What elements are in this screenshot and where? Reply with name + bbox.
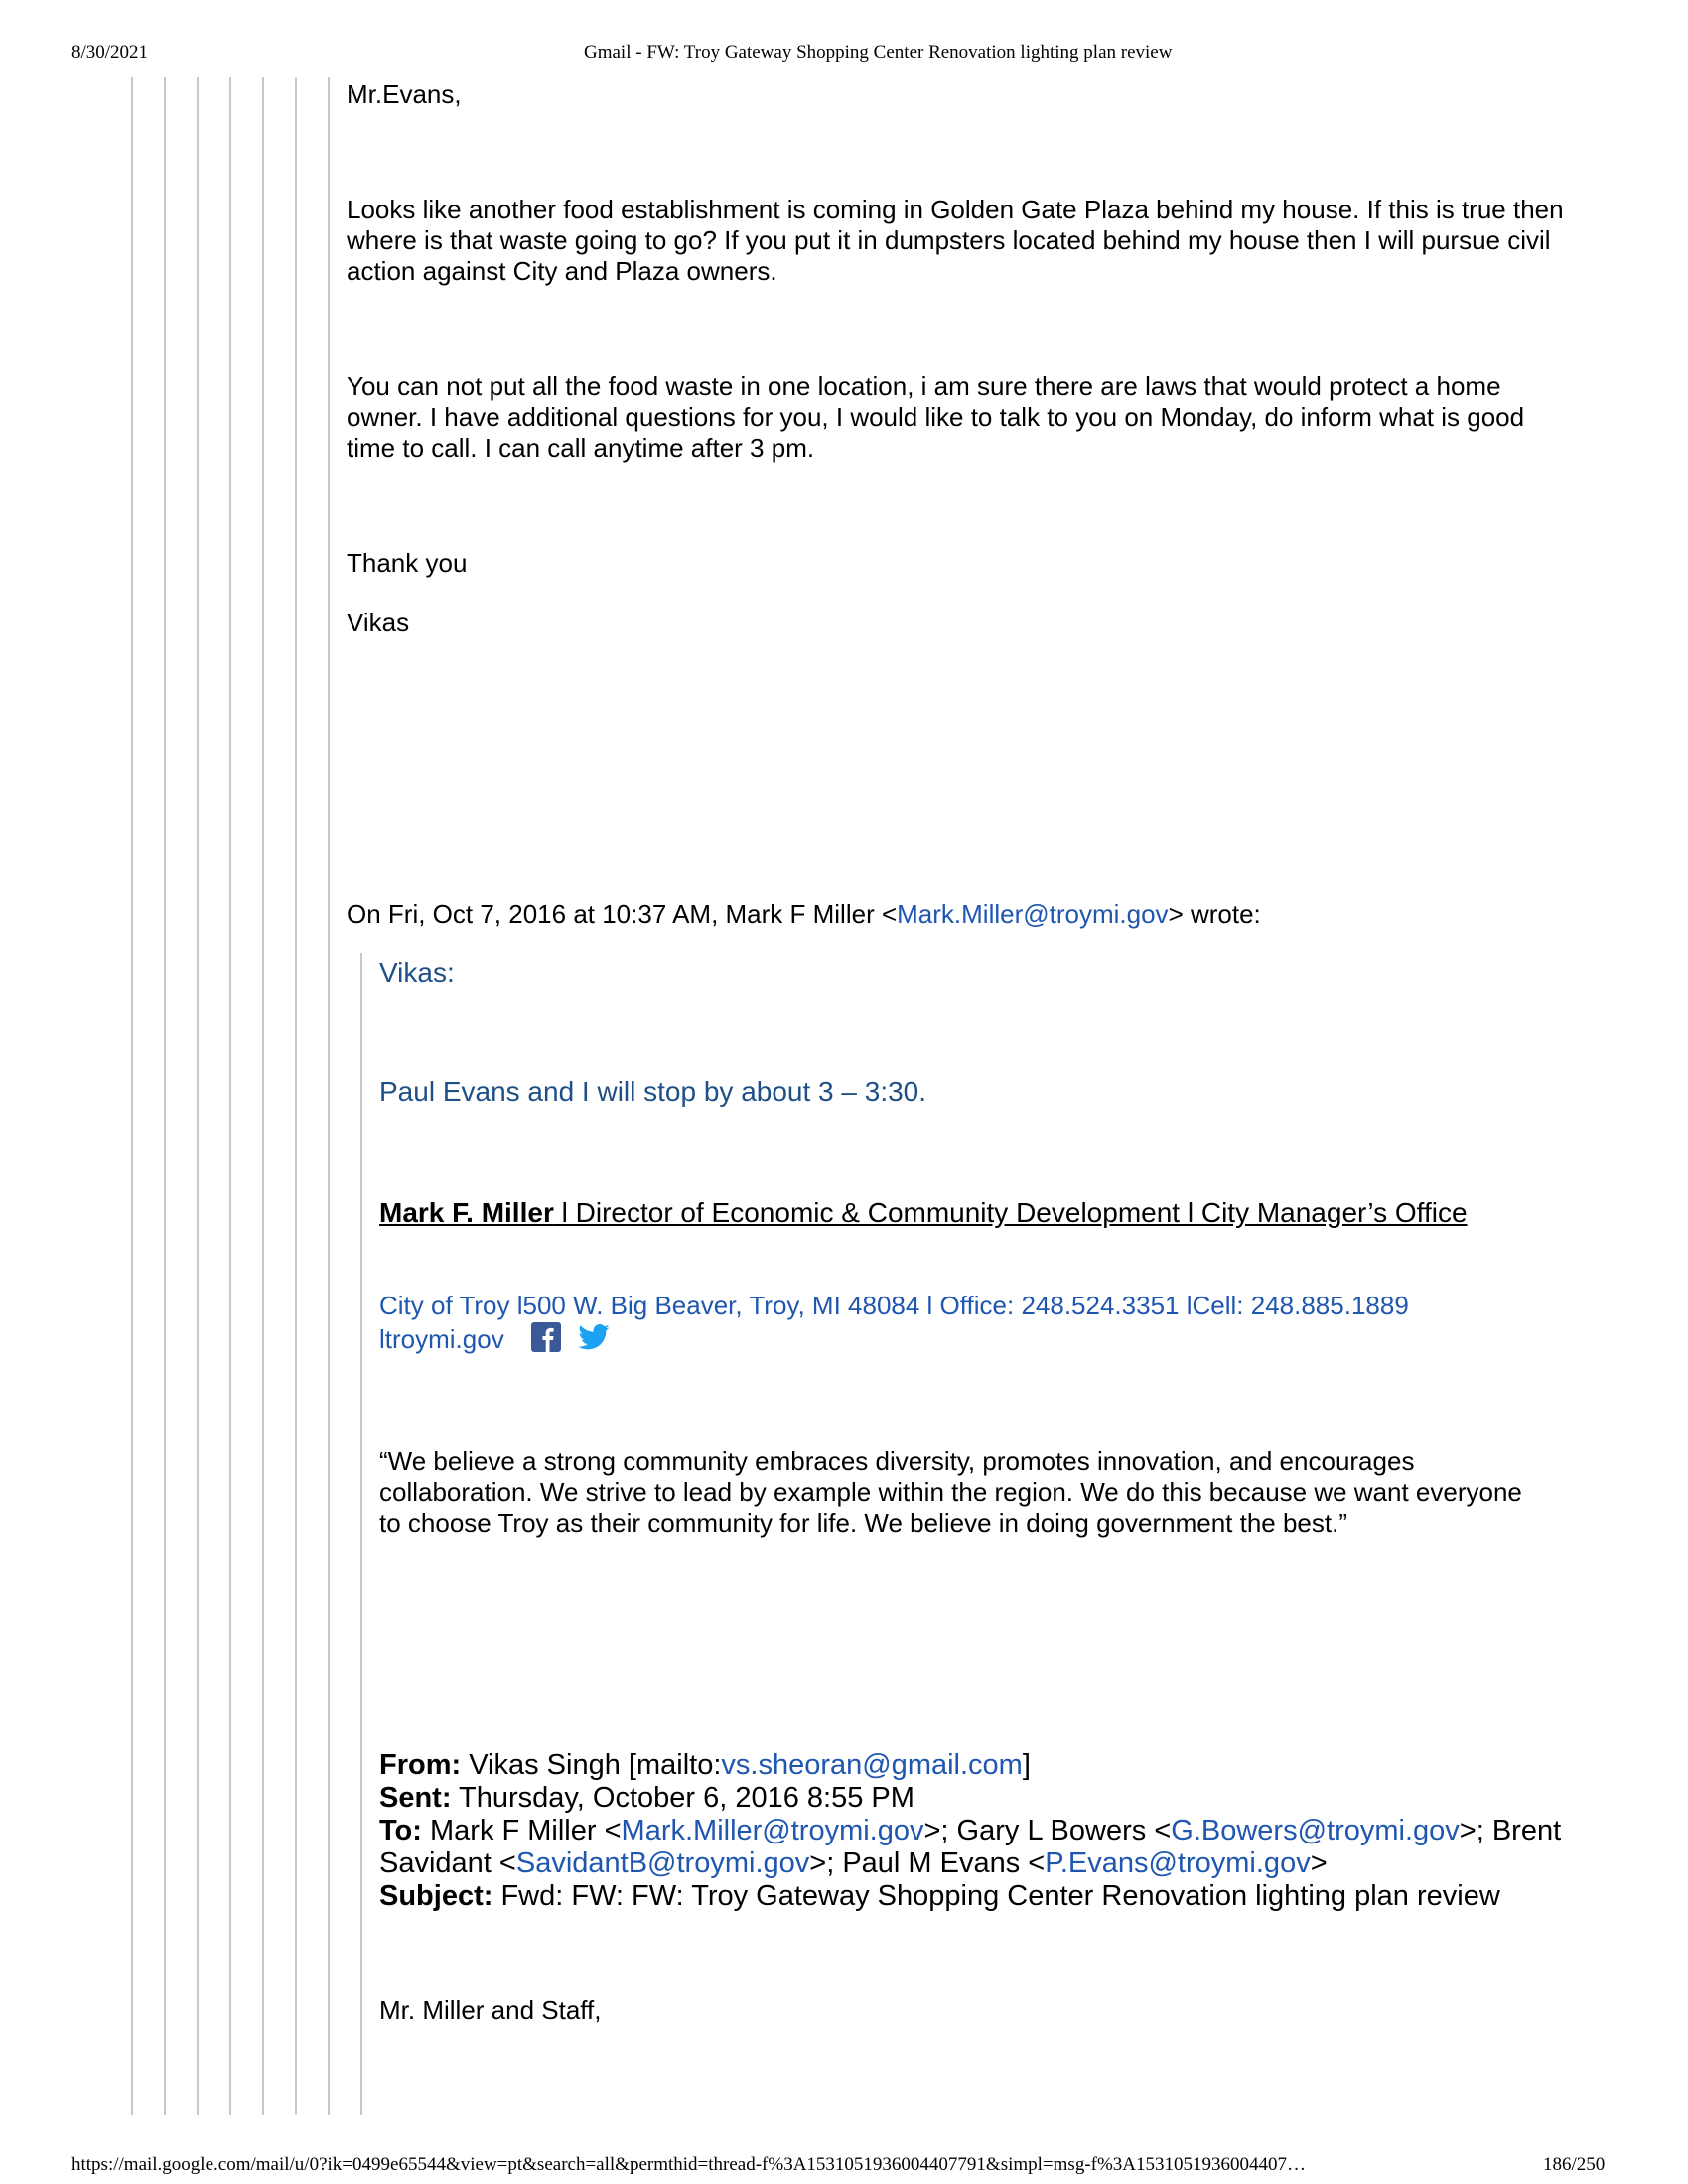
to-3-email-link[interactable]: SavidantB@troymi.gov bbox=[515, 1847, 810, 1879]
from-name: Vikas Singh [mailto: bbox=[461, 1749, 722, 1781]
subject-value: Fwd: FW: FW: Troy Gateway Shopping Center Renovation lighting plan review bbox=[492, 1880, 1500, 1912]
print-title: Gmail - FW: Troy Gateway Shopping Center Renovation lighting plan review bbox=[584, 42, 1173, 63]
reply-thanks: Thank you bbox=[347, 548, 468, 578]
forward-subject-line bbox=[379, 1880, 1611, 1913]
quote-level-4-rule bbox=[229, 77, 231, 2115]
from-label: From: bbox=[379, 1749, 462, 1781]
quote-attribution bbox=[347, 899, 1261, 930]
signature-title-line bbox=[379, 1197, 1531, 1229]
quote-level-7-rule bbox=[328, 77, 330, 2115]
quote-level-3-rule bbox=[197, 77, 199, 2115]
quote-level-2-rule bbox=[164, 77, 166, 2115]
signature-title: l Director of Economic & Community Development l City Manager’s Office bbox=[553, 1197, 1468, 1228]
signature-contact bbox=[379, 1289, 1551, 1360]
to-2-email-link[interactable]: G.Bowers@troymi.gov bbox=[1171, 1815, 1460, 1846]
quoted-body: Paul Evans and I will stop by about 3 – 3:30. bbox=[379, 1076, 927, 1107]
to-1-email-link[interactable]: Mark.Miller@troymi.gov bbox=[621, 1815, 924, 1846]
subject-label: Subject: bbox=[379, 1880, 493, 1912]
quote-level-1-rule bbox=[131, 77, 133, 2115]
quoted-salutation: Vikas: bbox=[379, 957, 455, 988]
reply-paragraph-1: Looks like another food establishment is coming in Golden Gate Plaza behind my house. If this is true then where is that waste going to go? If you put it in dumpsters located behind my house then I will pursue civil action against City and Plaza owners. bbox=[347, 195, 1564, 286]
sent-value: Thursday, October 6, 2016 8:55 PM bbox=[451, 1782, 914, 1814]
twitter-icon[interactable] bbox=[578, 1324, 610, 1358]
from-end: ] bbox=[1022, 1749, 1031, 1781]
signature-site-prefix: l bbox=[379, 1324, 385, 1354]
quote-level-6-rule bbox=[295, 77, 297, 2115]
signature-address-link[interactable]: 500 W. Big Beaver, Troy, MI 48084 bbox=[522, 1291, 920, 1320]
reply-paragraph-2: You can not put all the food waste in one location, i am sure there are laws that would protect a home owner. I have additional questions for you, I would like to talk to you on Monday, do inform what is good time to call. I can call anytime after 3 pm. bbox=[347, 371, 1525, 463]
signature-cell-label: lCell: bbox=[1179, 1291, 1251, 1320]
sent-label: Sent: bbox=[379, 1782, 452, 1814]
signature-office-label: l Office: bbox=[919, 1291, 1022, 1320]
signature-name: Mark F. Miller bbox=[379, 1197, 554, 1228]
city-motto: “We believe a strong community embraces diversity, promotes innovation, and encourages collaboration. We strive to lead by example within the region. We do this because we want everyone to choose Troy as their community for life. We believe in doing government the best.” bbox=[379, 1446, 1522, 1538]
signature-site-link[interactable]: troymi.gov bbox=[384, 1324, 504, 1354]
to-end: > bbox=[1310, 1847, 1328, 1879]
forwarded-greeting: Mr. Miller and Staff, bbox=[379, 1995, 602, 2025]
reply-greeting: Mr.Evans, bbox=[347, 79, 462, 109]
to-1-name: Mark F Miller < bbox=[421, 1815, 622, 1846]
forward-header bbox=[379, 1749, 1611, 1913]
quote-level-5-rule bbox=[262, 77, 264, 2115]
to-label: To: bbox=[379, 1815, 422, 1846]
to-4-name: >; Paul M Evans < bbox=[809, 1847, 1046, 1879]
signature-office-phone[interactable]: 248.524.3351 bbox=[1021, 1291, 1180, 1320]
facebook-icon[interactable] bbox=[531, 1322, 561, 1360]
to-3-name: >; Brent Savidant < bbox=[379, 1815, 1562, 1879]
attribution-email-link[interactable]: Mark.Miller@troymi.gov bbox=[897, 899, 1169, 929]
reply-signoff: Vikas bbox=[347, 608, 410, 637]
signature-org: City of Troy l bbox=[379, 1291, 523, 1320]
forward-to-line bbox=[379, 1815, 1611, 1880]
forward-sent-line bbox=[379, 1782, 1611, 1815]
signature-cell-phone[interactable]: 248.885.1889 bbox=[1250, 1291, 1409, 1320]
quote-level-8-rule bbox=[360, 953, 362, 2115]
attribution-prefix: On Fri, Oct 7, 2016 at 10:37 AM, Mark F Miller < bbox=[347, 899, 898, 929]
attribution-suffix: > wrote: bbox=[1168, 899, 1261, 929]
print-url: https://mail.google.com/mail/u/0?ik=0499e65544&view=pt&search=all&permthid=thread-f%3A1531051936004407791&simpl=msg-f%3A1531051936004407… bbox=[71, 2154, 1307, 2175]
forward-from-line bbox=[379, 1749, 1611, 1782]
from-email-link[interactable]: vs.sheoran@gmail.com bbox=[721, 1749, 1023, 1781]
print-date: 8/30/2021 bbox=[71, 42, 149, 63]
to-4-email-link[interactable]: P.Evans@troymi.gov bbox=[1045, 1847, 1311, 1879]
to-2-name: >; Gary L Bowers < bbox=[923, 1815, 1172, 1846]
print-page-number: 186/250 bbox=[1543, 2154, 1606, 2175]
